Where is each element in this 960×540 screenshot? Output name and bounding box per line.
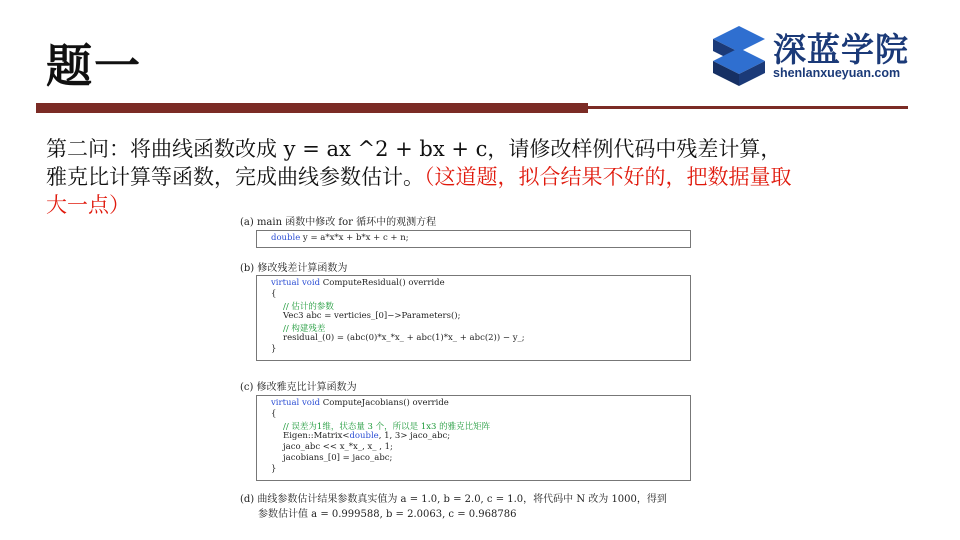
code-b-line-7: } — [271, 344, 277, 354]
code-c-line-5: jaco_abc << x_*x_, x_ , 1; — [283, 442, 393, 452]
slide-title: 题一 — [46, 39, 142, 93]
code-c-line-7: } — [271, 464, 277, 474]
code-b-comment-2: // 构建残差 — [283, 324, 326, 334]
question-line-1: 第二问：将曲线函数改成 y = ax ^2 + bx + c，请修改样例代码中残差计算， — [46, 137, 782, 161]
caption-b: (b) 修改残差计算函数为 — [240, 263, 348, 274]
question-line-2 — [46, 163, 926, 191]
code-c-line-1 — [271, 398, 449, 408]
code-box-c — [256, 395, 691, 481]
code-a-line — [271, 233, 409, 243]
cube-s-logo-icon — [711, 24, 767, 86]
logo-name-en: shenlanxueyuan.com — [773, 66, 901, 80]
code-b-line-2: { — [271, 289, 277, 299]
code-keyword: double — [349, 431, 379, 441]
shenlan-logo — [711, 24, 911, 86]
title-underline-thin — [588, 106, 908, 109]
result-paragraph — [240, 492, 710, 522]
code-c-line-4 — [283, 431, 450, 441]
code-keyword: virtual void — [271, 398, 321, 408]
code-keyword: virtual void — [271, 278, 321, 288]
result-line-2: 参数估计值 a = 0.999588, b = 2.0063, c = 0.968786 — [258, 509, 517, 520]
code-text: ComputeResidual() override — [320, 278, 445, 288]
code-text: ComputeJacobians() override — [320, 398, 449, 408]
question-line-3-red: 大一点） — [46, 193, 130, 217]
code-c-line-6: jacobians_[0] = jaco_abc; — [283, 453, 393, 463]
code-keyword: double — [271, 233, 301, 243]
result-line-1: (d) 曲线参数估计结果参数真实值为 a = 1.0, b = 2.0, c = 1.0，将代码中 N 改为 1000，得到 — [240, 494, 667, 505]
question-note-red: （这道题，拟合结果不好的，把数据量取 — [424, 165, 792, 189]
question-line-2-text: 雅克比计算等函数，完成曲线参数估计。 — [46, 165, 424, 189]
code-text: Eigen::Matrix< — [283, 431, 350, 441]
code-text: , 1, 3> jaco_abc; — [378, 431, 451, 441]
code-b-line-1 — [271, 278, 445, 288]
question-text — [46, 135, 926, 219]
code-c-comment: // 误差为1维，状态量 3 个，所以是 1x3 的雅克比矩阵 — [283, 422, 491, 432]
code-b-line-6: residual_(0) = (abc(0)*x_*x_ + abc(1)*x_ + abc(2)) − y_; — [283, 333, 525, 343]
title-underline-bar — [36, 103, 588, 113]
logo-name-cn: 深蓝学院 — [773, 30, 909, 69]
code-box-b — [256, 275, 691, 361]
code-box-a — [256, 230, 691, 248]
code-b-comment-1: // 估计的参数 — [283, 302, 334, 312]
code-c-line-2: { — [271, 409, 277, 419]
code-text: y = a*x*x + b*x + c + n; — [300, 233, 409, 243]
code-b-line-4: Vec3 abc = verticies_[0]−>Parameters(); — [283, 311, 461, 321]
caption-c: (c) 修改雅克比计算函数为 — [240, 382, 357, 393]
caption-a: (a) main 函数中修改 for 循环中的观测方程 — [240, 217, 437, 228]
